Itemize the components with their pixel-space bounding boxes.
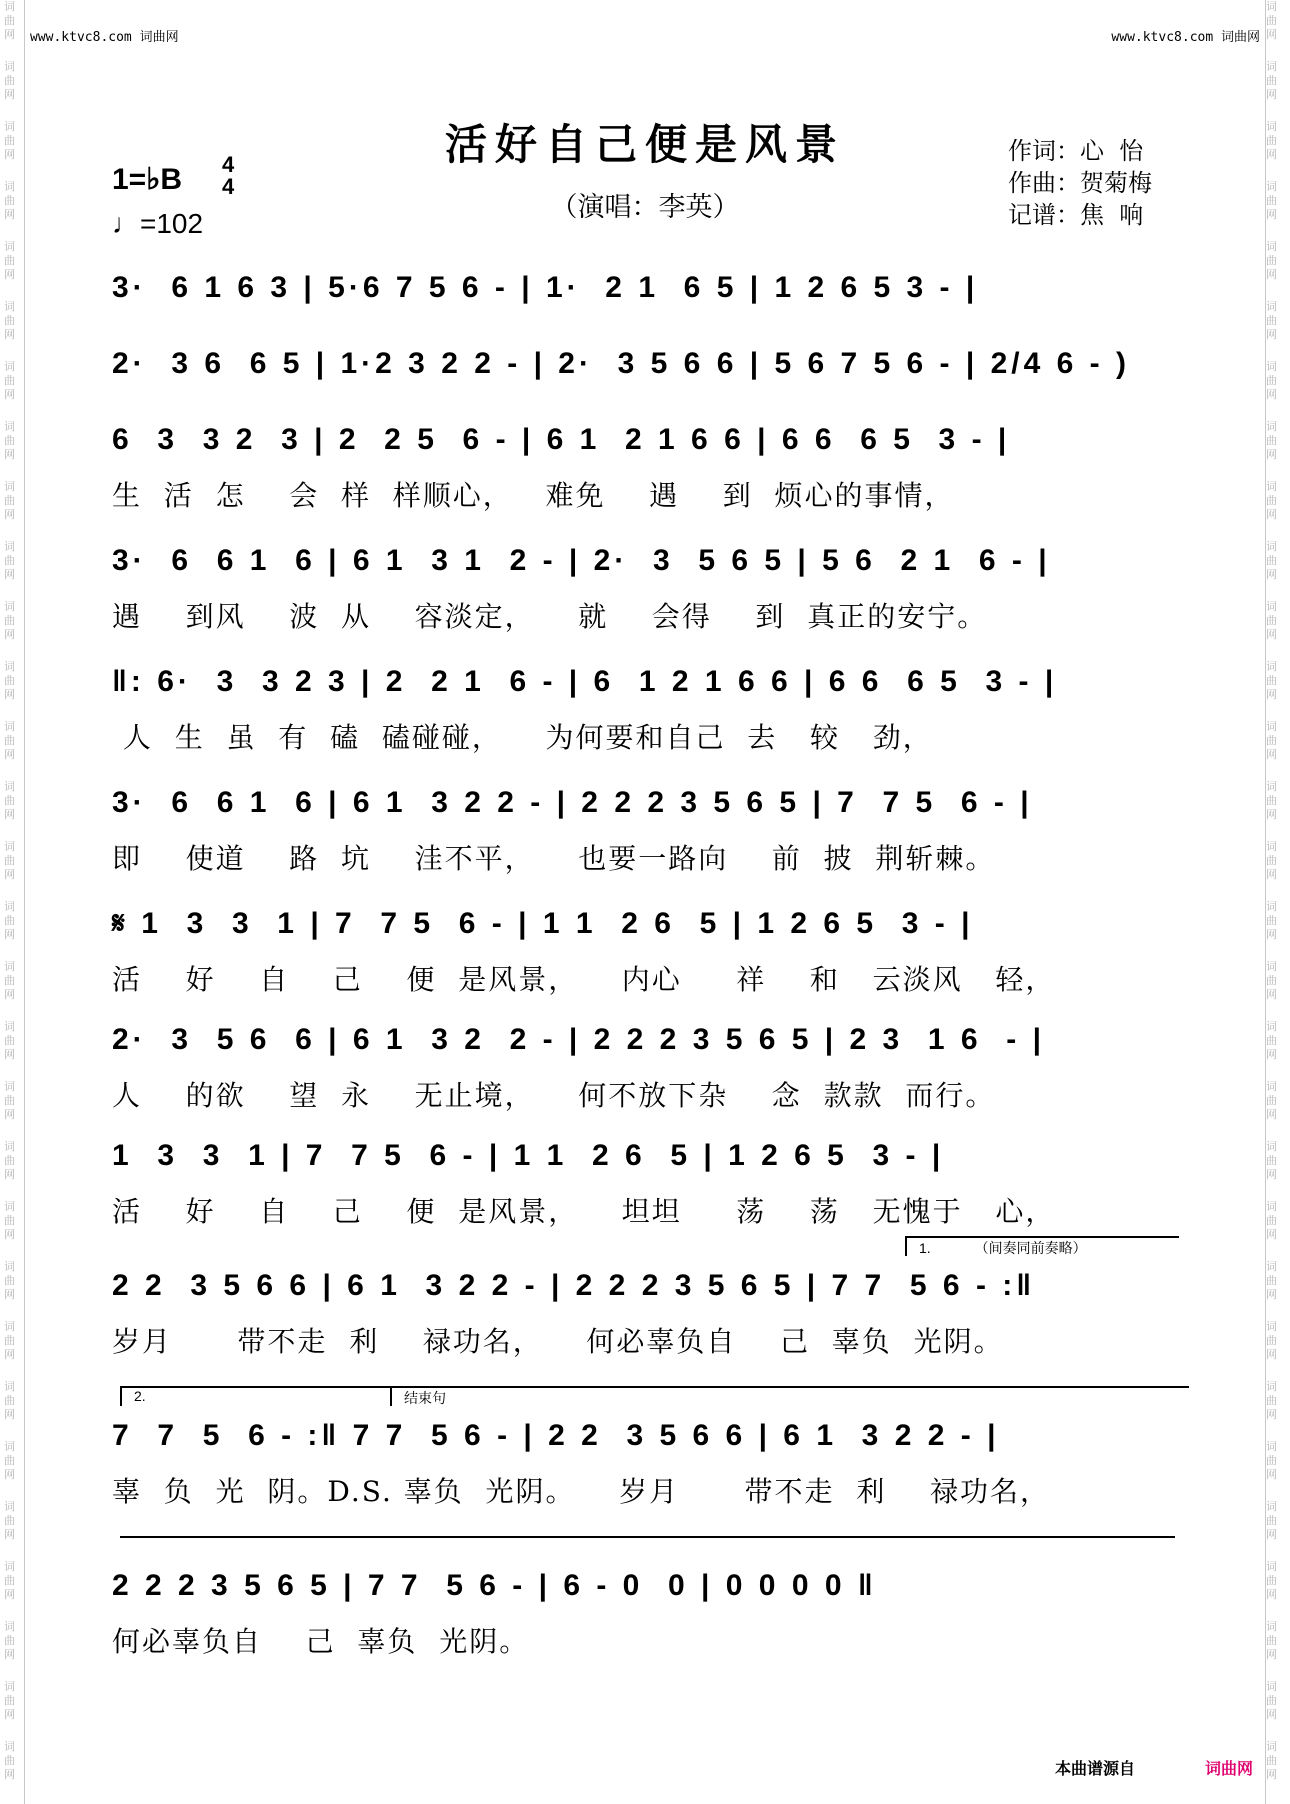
side-watermark: 词曲网 [1266,60,1277,101]
lyricist: 作词：心 怡 [1008,137,1144,165]
site-watermark-left: www.ktvc8.com 词曲网 [30,30,179,45]
side-watermark: 词曲网 [4,1020,15,1061]
transcriber: 记谱：焦 响 [1008,201,1144,229]
side-watermark: 词曲网 [4,840,15,881]
side-watermark: 词曲网 [4,1200,15,1241]
notation-line: 2 2 2 3 5 6 5 | 7 7 5 6 - | 6 - 0 0 | 0 0 0 0 ‖ [112,1569,877,1602]
source-label: 本曲谱源自 [1055,1761,1136,1778]
side-watermark: 词曲网 [1266,240,1277,281]
side-watermark: 词曲网 [1266,360,1277,401]
lyric-line: 人 生 虽 有 磕 磕碰碰， 为何要和自己 去 较 劲， [112,721,933,754]
side-watermark: 词曲网 [4,1500,15,1541]
lyric-line: 生 活 怎 会 样 样顺心， 难免 遇 到 烦心的事情， [112,479,955,512]
coda-label: 结束句 [404,1390,446,1406]
song-title: 活好自己便是风景 [444,120,845,169]
side-watermark: 词曲网 [4,900,15,941]
notation-line: 3· 6 6 1 6 | 6 1 3 1 2 - | 2· 3 5 6 5 | 5 6 2 1 6 - | [112,544,1051,577]
side-watermark: 词曲网 [4,1560,15,1601]
side-watermark: 词曲网 [4,1260,15,1301]
side-watermark: 词曲网 [4,0,15,41]
lyric-line: 活 好 自 己 便 是风景， 坦坦 荡 荡 无愧于 心， [112,1195,1056,1228]
side-watermark: 词曲网 [1266,840,1277,881]
left-watermark-strip [4,0,25,1804]
side-watermark: 词曲网 [1266,180,1277,221]
side-watermark: 词曲网 [4,300,15,341]
side-watermark: 词曲网 [1266,600,1277,641]
notation-line: 7 7 5 6 - :‖ 7 7 5 6 - | 2 2 3 5 6 6 | 6 1 3 2 2 - | [112,1419,1000,1452]
credits [1008,135,1152,231]
side-watermark: 词曲网 [4,660,15,701]
time-signature [222,154,234,198]
lyric-line: 何必辜负自 己 辜负 光阴。 [112,1625,530,1658]
side-watermark: 词曲网 [4,480,15,521]
side-watermark: 词曲网 [4,1320,15,1361]
coda-bracket [390,1386,1189,1406]
side-watermark: 词曲网 [1266,1500,1277,1541]
side-watermark: 词曲网 [1266,1140,1277,1181]
side-watermark: 词曲网 [4,1740,15,1781]
side-watermark: 词曲网 [4,180,15,221]
side-watermark: 词曲网 [1266,780,1277,821]
tempo-marking: ♩=102 [112,208,204,239]
composer: 作曲：贺菊梅 [1008,169,1152,197]
source-site-logo: 词曲网 [1205,1761,1254,1778]
singer-credit: （演唱：李英） [550,192,740,223]
lyric-line: 人 的欲 望 永 无止境， 何不放下杂 念 款款 而行。 [112,1079,996,1112]
side-watermark: 词曲网 [4,1440,15,1481]
notation-line: ‖: 6· 3 3 2 3 | 2 2 1 6 - | 6 1 2 1 6 6 | 6 6 6 5 3 - | [112,665,1058,698]
side-watermark: 词曲网 [4,60,15,101]
notation-line: 2· 3 5 6 6 | 6 1 3 2 2 - | 2 2 2 3 5 6 5 | 2 3 1 6 - | [112,1023,1045,1056]
side-watermark: 词曲网 [1266,120,1277,161]
side-watermark: 词曲网 [1266,1440,1277,1481]
side-watermark: 词曲网 [1266,1020,1277,1061]
lyric-line: 活 好 自 己 便 是风景， 内心 祥 和 云淡风 轻， [112,963,1056,996]
side-watermark: 词曲网 [1266,1260,1277,1301]
side-watermark: 词曲网 [1266,1620,1277,1661]
lyric-line: 即 使道 路 坑 洼不平， 也要一路向 前 披 荆斩棘。 [112,842,996,875]
key-signature: 1=♭B [112,163,183,196]
time-signature-top: 4 [222,152,235,177]
side-watermark: 词曲网 [4,780,15,821]
side-watermark: 词曲网 [4,1620,15,1661]
first-ending-label: 1. [919,1240,931,1256]
side-watermark: 词曲网 [1266,1680,1277,1721]
side-watermark: 词曲网 [1266,0,1277,41]
time-signature-bottom: 4 [222,174,235,199]
site-watermark-right: www.ktvc8.com 词曲网 [1111,30,1260,45]
coda-rule [120,1536,1175,1538]
lyric-line: 辜 负 光 阴。D.S. 辜负 光阴。 岁月 带不走 利 禄功名， [112,1475,1050,1508]
side-watermark: 词曲网 [4,600,15,641]
side-watermark: 词曲网 [1266,540,1277,581]
lyric-line: 遇 到风 波 从 容淡定， 就 会得 到 真正的安宁。 [112,600,988,633]
side-watermark: 词曲网 [1266,1320,1277,1361]
side-watermark: 词曲网 [4,960,15,1001]
side-watermark: 词曲网 [1266,1200,1277,1241]
side-watermark: 词曲网 [4,540,15,581]
side-watermark: 词曲网 [1266,420,1277,461]
notation-line: 1 3 3 1 | 7 7 5 6 - | 1 1 2 6 5 | 1 2 6 5 3 - | [112,1139,945,1172]
notation-line: 3· 6 6 1 6 | 6 1 3 2 2 - | 2 2 2 3 5 6 5 | 7 7 5 6 - | [112,786,1033,819]
side-watermark: 词曲网 [1266,900,1277,941]
side-watermark: 词曲网 [1266,1740,1277,1781]
notation-line: 3· 6 1 6 3 | 5·6 7 5 6 - | 1· 2 1 6 5 | 1 2 6 5 3 - | [112,271,979,304]
side-watermark: 词曲网 [4,1080,15,1121]
side-watermark: 词曲网 [4,720,15,761]
side-watermark: 词曲网 [1266,300,1277,341]
side-watermark: 词曲网 [4,420,15,461]
side-watermark: 词曲网 [4,360,15,401]
side-watermark: 词曲网 [1266,1380,1277,1421]
side-watermark: 词曲网 [4,120,15,161]
side-watermark: 词曲网 [4,240,15,281]
side-watermark: 词曲网 [4,1380,15,1421]
right-watermark-strip [1265,0,1286,1804]
notation-line: 2 2 3 5 6 6 | 6 1 3 2 2 - | 2 2 2 3 5 6 5 | 7 7 5 6 - :‖ [112,1269,1036,1302]
interlude-note: （间奏同前奏略） [974,1240,1087,1256]
first-ending-bracket [905,1236,1179,1256]
side-watermark: 词曲网 [1266,720,1277,761]
side-watermark: 词曲网 [1266,660,1277,701]
second-ending-bracket [120,1386,394,1406]
side-watermark: 词曲网 [1266,1080,1277,1121]
side-watermark: 词曲网 [4,1680,15,1721]
side-watermark: 词曲网 [4,1140,15,1181]
side-watermark: 词曲网 [1266,480,1277,521]
second-ending-label: 2. [134,1388,146,1404]
notation-line: 6 3 3 2 3 | 2 2 5 6 - | 6 1 2 1 6 6 | 6 6 6 5 3 - | [112,423,1011,456]
side-watermark: 词曲网 [1266,960,1277,1001]
notation-line: 2· 3 6 6 5 | 1·2 3 2 2 - | 2· 3 5 6 6 | 5 6 7 5 6 - | 2/4 6 - ) [112,347,1130,380]
lyric-line: 岁月 带不走 利 禄功名， 何必辜负自 己 辜负 光阴。 [112,1325,1004,1358]
notation-line: 𝄋 1 3 3 1 | 7 7 5 6 - | 1 1 2 6 5 | 1 2 6 5 3 - | [112,907,974,940]
side-watermark: 词曲网 [1266,1560,1277,1601]
